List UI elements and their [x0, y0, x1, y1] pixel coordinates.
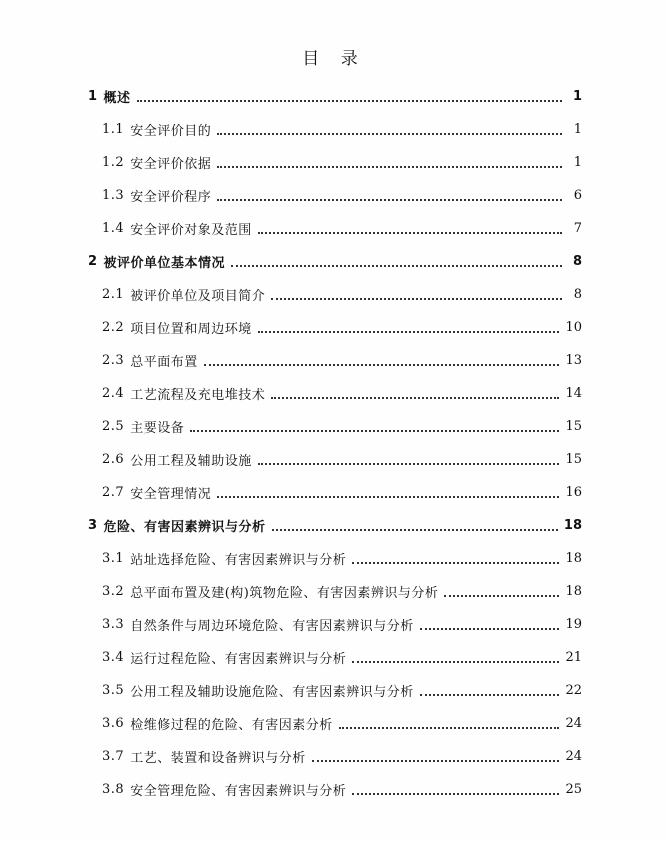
toc-dot-leader [339, 713, 560, 729]
toc-dot-leader [217, 482, 559, 498]
toc-page-number: 18 [565, 551, 582, 566]
toc-entry-title: 工艺流程及充电堆技术 [130, 388, 266, 403]
toc-dot-leader [217, 152, 562, 168]
toc-entry-title: 总平面布置 [130, 355, 198, 370]
toc-dot-leader [352, 548, 559, 564]
toc-entry-title: 工艺、装置和设备辨识与分析 [130, 751, 306, 766]
toc-entry-title: 危险、有害因素辨识与分析 [103, 520, 266, 535]
toc-dot-leader [420, 680, 560, 696]
toc-entry-title: 被评价单位基本情况 [103, 256, 226, 271]
toc-title: 目 录 [302, 49, 366, 69]
toc-entry-title: 安全评价依据 [130, 157, 212, 172]
toc-section-entry [88, 674, 582, 707]
toc-dot-leader [352, 779, 559, 795]
toc-entry-number: 2.6 [102, 452, 125, 467]
toc-entry-number: 3.1 [102, 551, 125, 566]
toc-dot-leader [271, 284, 562, 300]
toc-section-entry [88, 773, 582, 806]
toc-entry-number: 1.4 [102, 221, 125, 236]
toc-entry-title: 公用工程及辅助设施危险、有害因素辨识与分析 [130, 685, 414, 700]
toc-section-entry [88, 641, 582, 674]
toc-section-entry [88, 212, 582, 245]
toc-chapter-entry [88, 509, 582, 542]
toc-dot-leader [137, 86, 562, 102]
toc-dot-leader [420, 614, 560, 630]
toc-dot-leader [258, 218, 562, 234]
toc-page-number: 19 [565, 617, 582, 632]
toc-entry-title: 检维修过程的危险、有害因素分析 [130, 718, 333, 733]
toc-entry-number: 1.1 [102, 122, 125, 137]
toc-entry-title: 安全评价目的 [130, 124, 212, 139]
toc-section-entry [88, 443, 582, 476]
toc-entry-number: 2 [88, 254, 98, 269]
toc-page-number: 6 [573, 188, 582, 203]
toc-section-entry [88, 113, 582, 146]
toc-entry-number: 3.6 [102, 716, 125, 731]
toc-entry-title: 安全评价对象及范围 [130, 223, 252, 238]
toc-section-entry [88, 179, 582, 212]
toc-entry-title: 安全评价程序 [130, 190, 212, 205]
toc-section-entry [88, 740, 582, 773]
toc-entry-number: 3.2 [102, 584, 125, 599]
toc-entry-title: 运行过程危险、有害因素辨识与分析 [130, 652, 347, 667]
toc-section-entry [88, 542, 582, 575]
toc-section-entry [88, 707, 582, 740]
toc-section-entry [88, 410, 582, 443]
toc-chapter-entry [88, 80, 582, 113]
toc-dot-leader [190, 416, 559, 432]
toc-dot-leader [352, 647, 559, 663]
toc-entry-number: 3.5 [102, 683, 125, 698]
toc-page-number: 13 [565, 353, 582, 368]
toc-page-number: 10 [565, 320, 582, 335]
toc-page-number: 1 [573, 155, 582, 170]
toc-section-entry [88, 575, 582, 608]
toc-page-number: 8 [573, 287, 582, 302]
toc-entry-title: 主要设备 [130, 421, 185, 436]
toc-page-number: 18 [563, 518, 582, 533]
toc-page-number: 24 [565, 716, 582, 731]
toc-page-number: 8 [572, 254, 582, 269]
toc-entry-number: 3 [88, 518, 98, 533]
toc-entry-number: 2.2 [102, 320, 125, 335]
toc-page-number: 25 [565, 782, 582, 797]
toc-entry-number: 1.3 [102, 188, 125, 203]
toc-entry-number: 1 [88, 89, 98, 104]
toc-dot-leader [217, 185, 562, 201]
toc-dot-leader [231, 251, 562, 267]
toc-page-number: 22 [565, 683, 582, 698]
toc-list [88, 80, 582, 806]
toc-entry-number: 2.3 [102, 353, 125, 368]
toc-chapter-entry [88, 245, 582, 278]
toc-entry-number: 2.5 [102, 419, 125, 434]
toc-page-number: 16 [565, 485, 582, 500]
toc-page-number: 1 [572, 89, 582, 104]
toc-page-number: 14 [565, 386, 582, 401]
toc-page-number: 24 [565, 749, 582, 764]
toc-dot-leader [258, 449, 560, 465]
toc-section-entry [88, 311, 582, 344]
toc-dot-leader [272, 515, 558, 531]
toc-section-entry [88, 344, 582, 377]
toc-entry-title: 安全管理危险、有害因素辨识与分析 [130, 784, 347, 799]
toc-section-entry [88, 278, 582, 311]
toc-entry-title: 公用工程及辅助设施 [130, 454, 252, 469]
toc-entry-title: 站址选择危险、有害因素辨识与分析 [130, 553, 347, 568]
toc-dot-leader [217, 119, 562, 135]
toc-entry-number: 1.2 [102, 155, 125, 170]
toc-entry-number: 3.8 [102, 782, 125, 797]
toc-entry-number: 2.4 [102, 386, 125, 401]
toc-dot-leader [204, 350, 560, 366]
toc-page-number: 15 [565, 452, 582, 467]
toc-entry-number: 3.7 [102, 749, 125, 764]
toc-dot-leader [258, 317, 560, 333]
toc-entry-title: 总平面布置及建(构)筑物危险、有害因素辨识与分析 [130, 586, 439, 601]
toc-entry-title: 项目位置和周边环境 [130, 322, 252, 337]
toc-section-entry [88, 476, 582, 509]
toc-section-entry [88, 608, 582, 641]
toc-dot-leader [444, 581, 559, 597]
toc-page-number: 15 [565, 419, 582, 434]
toc-page-number: 18 [565, 584, 582, 599]
toc-entry-number: 3.3 [102, 617, 125, 632]
toc-page-number: 1 [573, 122, 582, 137]
toc-entry-number: 3.4 [102, 650, 125, 665]
toc-entry-number: 2.1 [102, 287, 125, 302]
toc-entry-title: 概述 [103, 91, 131, 106]
toc-dot-leader [312, 746, 560, 762]
toc-dot-leader [271, 383, 559, 399]
toc-section-entry [88, 146, 582, 179]
toc-entry-title: 安全管理情况 [130, 487, 212, 502]
toc-section-entry [88, 377, 582, 410]
toc-entry-title: 被评价单位及项目简介 [130, 289, 266, 304]
toc-page-number: 7 [573, 221, 582, 236]
toc-page-number: 21 [565, 650, 582, 665]
toc-entry-number: 2.7 [102, 485, 125, 500]
toc-entry-title: 自然条件与周边环境危险、有害因素辨识与分析 [130, 619, 414, 634]
